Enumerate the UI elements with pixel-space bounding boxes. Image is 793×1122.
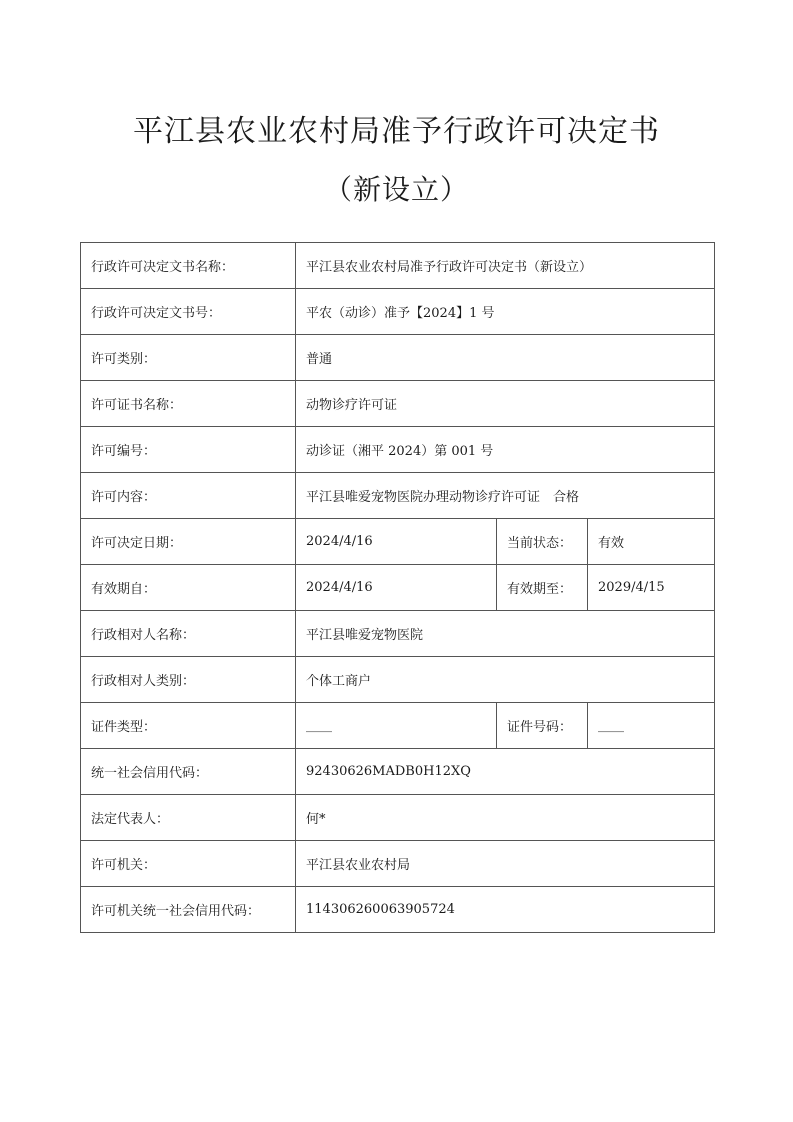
field-label: 行政许可决定文书名称： (81, 243, 296, 289)
field-value: 114306260063905724 (296, 887, 715, 933)
field-value: 动物诊疗许可证 (296, 381, 715, 427)
table-row (81, 611, 715, 657)
field-label: 证件类型： (81, 703, 296, 749)
field-label: 许可编号： (81, 427, 296, 473)
field-value: 平农（动诊）准予【2024】1 号 (296, 289, 715, 335)
field-label-secondary: 证件号码： (497, 703, 588, 749)
table-row (81, 473, 715, 519)
field-value: 何* (296, 795, 715, 841)
table-row (81, 427, 715, 473)
table-row (81, 841, 715, 887)
table-row (81, 381, 715, 427)
field-value-secondary: 2029/4/15 (588, 565, 715, 611)
field-value: 2024/4/16 (296, 519, 497, 565)
table-row (81, 335, 715, 381)
field-label: 法定代表人： (81, 795, 296, 841)
field-label: 许可机关统一社会信用代码： (81, 887, 296, 933)
document-subtitle: （新设立） (323, 173, 469, 206)
field-value: 动诊证（湘平 2024）第 001 号 (296, 427, 715, 473)
field-label: 许可类别： (81, 335, 296, 381)
field-value: 个体工商户 (296, 657, 715, 703)
table-row (81, 289, 715, 335)
field-label: 许可证书名称： (81, 381, 296, 427)
field-label: 行政相对人名称： (81, 611, 296, 657)
field-value: 普通 (296, 335, 715, 381)
field-label: 行政许可决定文书号： (81, 289, 296, 335)
field-label-secondary: 当前状态： (497, 519, 588, 565)
field-value: 平江县唯爱宠物医院 (296, 611, 715, 657)
field-label: 许可机关： (81, 841, 296, 887)
table-row (81, 703, 715, 749)
field-label: 许可内容： (81, 473, 296, 519)
field-value: 平江县唯爱宠物医院办理动物诊疗许可证 合格 (296, 473, 715, 519)
permit-info-table (80, 242, 715, 933)
field-value: 平江县农业农村局 (296, 841, 715, 887)
table-row (81, 519, 715, 565)
table-row (81, 565, 715, 611)
table-row (81, 243, 715, 289)
table-row (81, 749, 715, 795)
field-value: 92430626MADB0H12XQ (296, 749, 715, 795)
table-row (81, 657, 715, 703)
field-label: 有效期自： (81, 565, 296, 611)
field-value: 2024/4/16 (296, 565, 497, 611)
field-value: ____ (296, 703, 497, 749)
field-label: 统一社会信用代码： (81, 749, 296, 795)
field-value-secondary: 有效 (588, 519, 715, 565)
table-row (81, 887, 715, 933)
field-value: 平江县农业农村局准予行政许可决定书（新设立） (296, 243, 715, 289)
table-row (81, 795, 715, 841)
document-title: 平江县农业农村局准予行政许可决定书 (133, 114, 660, 149)
field-label: 行政相对人类别： (81, 657, 296, 703)
field-value-secondary: ____ (588, 703, 715, 749)
field-label-secondary: 有效期至： (497, 565, 588, 611)
field-label: 许可决定日期： (81, 519, 296, 565)
